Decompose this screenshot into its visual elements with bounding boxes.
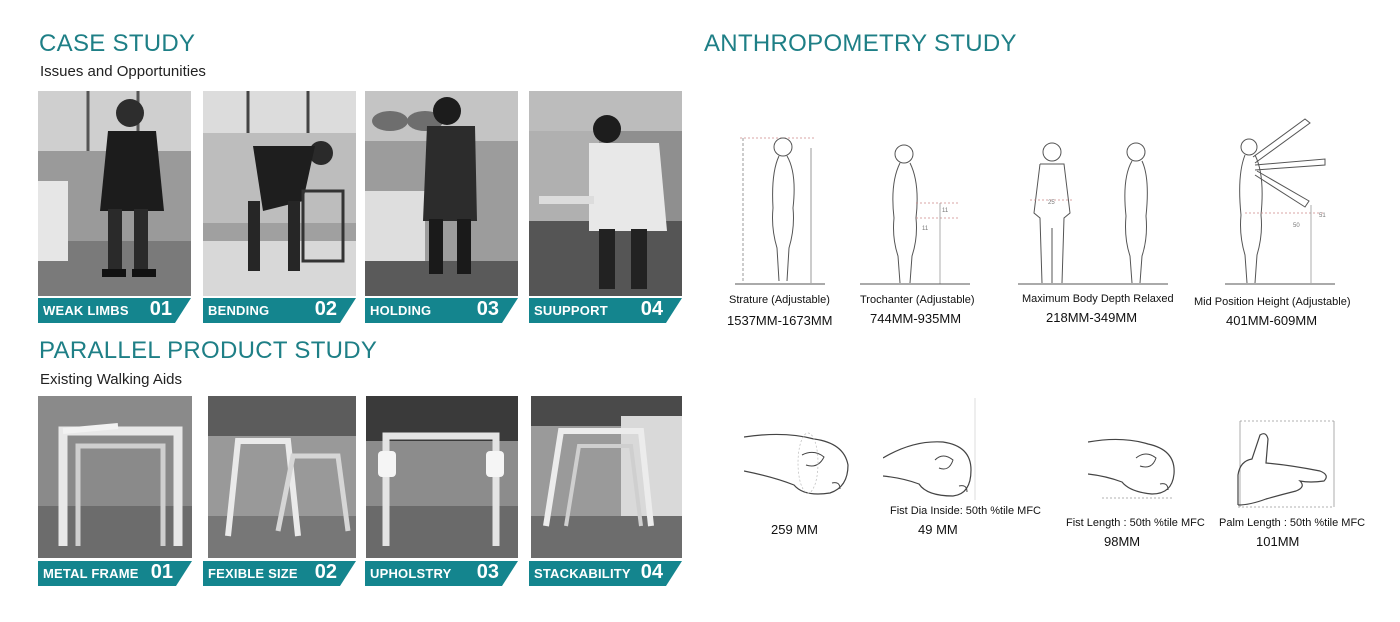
photo-bending bbox=[203, 91, 356, 296]
photo-metal-frame bbox=[38, 396, 192, 558]
tag-number: 03 bbox=[476, 298, 499, 320]
caption-fist-length: Fist Length : 50th %tile MFC bbox=[1066, 517, 1205, 529]
tag-label: SUUPPORT bbox=[534, 303, 608, 318]
tag-number: 04 bbox=[640, 298, 663, 320]
caption-palm-length: Palm Length : 50th %tile MFC bbox=[1219, 517, 1366, 529]
mark-trochanter-b: 11 bbox=[922, 226, 929, 232]
anthropometry-title: ANTHROPOMETRY STUDY bbox=[704, 30, 1017, 57]
parallel-study-title: PARALLEL PRODUCT STUDY bbox=[39, 337, 378, 364]
tag-stackability bbox=[529, 561, 682, 586]
value-palm-length: 101MM bbox=[1256, 534, 1300, 549]
tag-metal-frame bbox=[38, 561, 192, 586]
mark-mid-b: 51 bbox=[1319, 213, 1326, 219]
tag-upholstry bbox=[365, 561, 518, 586]
figure-fist-dia bbox=[883, 398, 978, 500]
tag-bending bbox=[203, 298, 356, 323]
value-trochanter: 744MM-935MM bbox=[870, 311, 962, 326]
caption-mid-position: Mid Position Height (Adjustable) bbox=[1194, 296, 1351, 308]
value-body-depth: 218MM-349MM bbox=[1046, 310, 1138, 325]
value-stature: 1537MM-1673MM bbox=[727, 313, 833, 328]
figure-stature bbox=[735, 133, 825, 288]
mark-trochanter-a: 11 bbox=[942, 208, 949, 214]
photo-upholstry bbox=[366, 396, 518, 558]
tag-number: 01 bbox=[150, 561, 173, 583]
value-mid-position: 401MM-609MM bbox=[1226, 313, 1318, 328]
tag-label: BENDING bbox=[208, 303, 270, 318]
photo-holding bbox=[365, 91, 518, 296]
photo-support bbox=[529, 91, 682, 296]
tag-label: FEXIBLE SIZE bbox=[208, 566, 298, 581]
figure-palm-length bbox=[1230, 415, 1340, 510]
value-fist-length: 98MM bbox=[1104, 534, 1141, 549]
figure-trochanter bbox=[860, 138, 970, 288]
tag-number: 02 bbox=[314, 298, 337, 320]
parallel-study-subtitle: Existing Walking Aids bbox=[40, 371, 183, 388]
tag-label: WEAK LIMBS bbox=[43, 303, 129, 318]
mark-depth: 25 bbox=[1048, 200, 1055, 206]
tag-flexible-size bbox=[203, 561, 356, 586]
figure-fist-length bbox=[1088, 398, 1183, 503]
tag-number: 03 bbox=[476, 561, 499, 583]
photo-weak-limbs bbox=[38, 91, 191, 296]
tag-number: 04 bbox=[640, 561, 663, 583]
caption-trochanter: Trochanter (Adjustable) bbox=[860, 294, 975, 306]
tag-support bbox=[529, 298, 682, 323]
tag-number: 01 bbox=[149, 298, 172, 320]
caption-fist-dia: Fist Dia Inside: 50th %tile MFC bbox=[890, 505, 1041, 517]
case-study-title: CASE STUDY bbox=[39, 30, 196, 57]
tag-label: METAL FRAME bbox=[43, 566, 139, 581]
mark-mid-a: 50 bbox=[1293, 223, 1300, 229]
tag-holding bbox=[365, 298, 518, 323]
figure-body-depth bbox=[1018, 138, 1168, 288]
tag-number: 02 bbox=[314, 561, 337, 583]
value-hand-grip: 259 MM bbox=[771, 522, 818, 537]
tag-label: UPHOLSTRY bbox=[370, 566, 452, 581]
tag-label: HOLDING bbox=[370, 303, 432, 318]
tag-label: STACKABILITY bbox=[534, 566, 631, 581]
tag-weak-limbs bbox=[38, 298, 191, 323]
figure-hand-grip bbox=[744, 425, 854, 500]
caption-body-depth: Maximum Body Depth Relaxed bbox=[1022, 293, 1174, 305]
value-fist-dia: 49 MM bbox=[918, 522, 958, 537]
caption-stature: Strature (Adjustable) bbox=[729, 294, 830, 306]
photo-flexible-size bbox=[208, 396, 356, 558]
case-study-subtitle: Issues and Opportunities bbox=[40, 63, 206, 80]
photo-stackability bbox=[531, 396, 682, 558]
figure-mid-position bbox=[1225, 115, 1335, 288]
